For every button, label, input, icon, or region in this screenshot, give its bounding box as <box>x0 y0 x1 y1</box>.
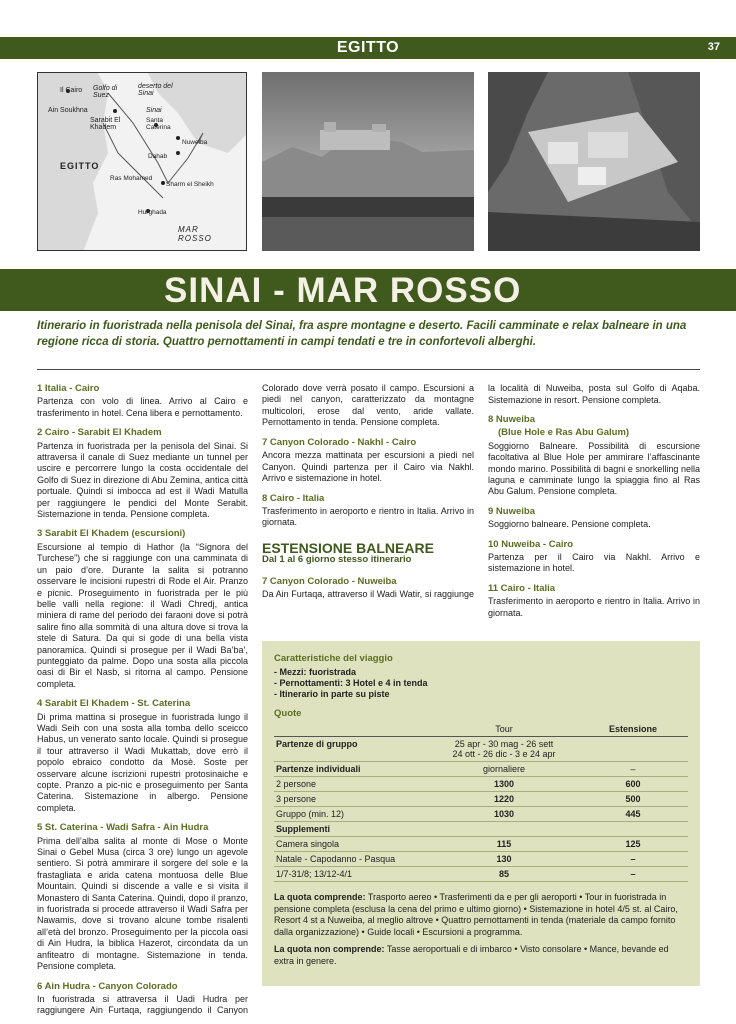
map-label: Nuweiba <box>182 139 208 146</box>
row-value: 1030 <box>430 807 578 822</box>
title-bar <box>0 269 736 311</box>
day-text: Trasferimento in aeroporto e rientro in Italia. Arrivo in giornata. <box>262 506 474 528</box>
row-value: 600 <box>578 777 688 792</box>
feature-item: - Mezzi: fuoristrada <box>274 667 357 677</box>
day-text: Soggiorno Balneare. Possibilità di escursione facoltativa al Blue Hole per ammirare l’affascinante mondo marino. Possibilità di bagni e snorkelling nella laguna e camminate lungo la spiaggia fino al Ras Abu Galum. Pensione completa. <box>488 440 700 497</box>
map-label: MAR ROSSO <box>178 225 212 243</box>
monastery-photo <box>488 72 700 251</box>
excluded-text: Tasse aeroportuali e di imbarco • Visto consolare • Mance, bevande ed extra in genere. <box>274 944 669 966</box>
map-label: Sarabit El Khadem <box>90 117 121 131</box>
day-text-continued <box>488 383 700 406</box>
table-row <box>274 737 688 762</box>
row-label: Partenze individuali <box>274 762 430 777</box>
row-value: 125 <box>578 837 688 852</box>
feature-item: - Pernottamenti: 3 Hotel e 4 in tenda <box>274 678 428 688</box>
row-value <box>430 822 578 837</box>
day-heading: 8 Cairo - Italia <box>262 492 325 504</box>
table-row <box>274 867 688 882</box>
page-number: 37 <box>707 41 720 53</box>
map-label: Ain Soukhna <box>48 107 88 114</box>
extension-title: ESTENSIONE BALNEARE <box>262 539 434 556</box>
feature-item: - Itinerario in parte su piste <box>274 689 390 699</box>
row-value: 115 <box>430 837 578 852</box>
table-row <box>274 777 688 792</box>
row-value <box>578 737 688 762</box>
day-heading: 9 Nuweiba <box>488 505 535 517</box>
day-subheading: (Blue Hole e Ras Abu Galum) <box>498 427 630 439</box>
row-label: Supplementi <box>274 822 430 837</box>
day-heading: 5 St. Caterina - Wadi Safra - Ain Hudra <box>37 822 209 834</box>
row-label: 1/7-31/8; 13/12-4/1 <box>274 867 430 882</box>
table-row <box>274 852 688 867</box>
table-row <box>274 762 688 777</box>
day-text: Da Ain Furtaqa, attraverso il Wadi Watir, si raggiunge <box>262 589 474 600</box>
table-row <box>274 822 688 837</box>
day-text: Partenza per il Cairo via Nakhl. Arrivo e sistemazione in hotel. <box>488 552 700 574</box>
day-text: Soggiorno balneare. Pensione completa. <box>488 519 651 530</box>
row-value: 1300 <box>430 777 578 792</box>
day-text: Escursione al tempio di Hathor (la “Signora del Turchese”) che si raggiunge con una camminata di un paio d’ore. Durante la salita si potranno osservare le incisioni rupestri di Rode el Air. Pranzo e picnic. Proseguimento in fuoristrada per le più belle valli nella regione: il Wadi Chredj, antica miniera di rame del periodo dei faraoni dove si potrà salire fino alla sommità di una altura dove si trova la stele di Satura. Da qui si gode di una bella vista panoramica. Quindi si prosegue per il Wadi Ba’ba’, punteggiato da palme. Dopo una sosta alla piccola oasi di Bir el Nasb, si ritorna al campo. Pensione completa. <box>37 541 248 689</box>
day-text: Di prima mattina si prosegue in fuoristrada lungo il Wadi Seih con una sosta alla tomba dello sceicco Habus, un venerato santo locale. Quindi si prosegue il tour attraverso il Wadi Mukattab, dove errò il popolo ebraico condotto da Mosè. Soste per osservare alcune iscrizioni rupestri protosinaiche e copte. Pranzo a pic-nic e proseguimento per Santa Caterina. Sistemazione in albergo. Pensione completa. <box>37 711 248 813</box>
table-row <box>274 792 688 807</box>
row-value: 445 <box>578 807 688 822</box>
prices-title: Quote <box>274 708 302 719</box>
day-heading: 6 Ain Hudra - Canyon Colorado <box>37 980 178 992</box>
day-text-continued <box>262 383 474 429</box>
included-label: La quota comprende: <box>274 892 366 902</box>
row-value: – <box>578 762 688 777</box>
map-label: Hurghada <box>138 209 167 216</box>
table-row <box>274 837 688 852</box>
day-heading: 10 Nuweiba - Cairo <box>488 538 573 550</box>
day-heading: 8 Nuweiba <box>488 414 535 425</box>
col-header: Tour <box>430 722 578 737</box>
row-value: 25 apr - 30 mag - 26 sett 24 ott - 26 dic - 3 e 24 apr <box>430 737 578 762</box>
day-heading: 2 Cairo - Sarabit El Khadem <box>37 427 162 439</box>
day-text: Partenza in fuoristrada per la penisola del Sinai. Si attraversa il canale di Suez mediante un tunnel per uscire e percorrere lungo la costa occidentale del Golfo di Suez in direzione di Abu Zemina, antica città portuale. Quindi si imbocca ad est il Wadi Matulla per raggiungere le pendici del Monte Serabit. Sistemazione in tenda. Pensione completa. <box>37 440 248 520</box>
row-value: 130 <box>430 852 578 867</box>
day-heading: 4 Sarabit El Khadem - St. Caterina <box>37 698 191 710</box>
row-value: 1220 <box>430 792 578 807</box>
page-title: SINAI - MAR ROSSO <box>164 271 522 310</box>
section-header-bar <box>0 37 736 59</box>
itinerary-column-3 <box>488 383 700 619</box>
day-text: Prima dell’alba salita al monte di Mose o Monte Sinai o Gebel Musa (circa 3 ore) lungo un agevole sentiero. Si potrà ammirare il sorgere del sole e la frastagliata e arida catena montuosa delle Blue Mountain. Quindi si discende a valle e si visita il Monastero di Santa Caterina. Quindi, dopo il pranzo, in fuoristrada si procede attraverso il Wadi Safra per Nawamis, dove si trovano alcune tombe risalenti all’età del bronzo. Proseguimento per la piccola oasi di Ain Hudra, la biblica Hazerot, circondata da un anfiteatro di montagne. Sistemazione in tenda. Pensione completa. <box>37 835 248 972</box>
included-text: Trasporto aereo • Trasferimenti da e per gli aeroporti • Tour in fuoristrada in pensione completa (esclusa la cena del primo e ultimo giorno) • Sistemazione in hotel 4/5 st. al Cairo, Resort 4 st a Nuweiba, al meglio altrove • Quattro pernottamenti in tenda (materiale da campo fornito dalla organizzazione) • Guide locali • Escursioni a programma. <box>274 892 678 937</box>
features-title: Caratteristiche del viaggio <box>274 653 393 664</box>
row-value: 85 <box>430 867 578 882</box>
row-value <box>578 822 688 837</box>
row-value: 500 <box>578 792 688 807</box>
extension-subtitle: Dal 1 al 6 giorno stesso itinerario <box>262 554 412 566</box>
row-label: 3 persone <box>274 792 430 807</box>
excluded-note <box>274 944 688 967</box>
row-label: Partenze di gruppo <box>274 737 430 762</box>
day-text-overflow: la località di Nuweiba, posta sul Golfo di Aqaba. Sistemazione in resort. Pensione completa. <box>488 383 700 405</box>
price-table <box>274 722 688 882</box>
itinerary-column-1 <box>37 383 248 1016</box>
included-note <box>274 892 688 938</box>
map-label: Il Cairo <box>60 87 83 94</box>
day-heading: 3 Sarabit El Khadem (escursioni) <box>37 528 186 540</box>
map-label: Ras Mohamed <box>110 175 153 182</box>
table-row <box>274 807 688 822</box>
row-label: Natale - Capodanno - Pasqua <box>274 852 430 867</box>
row-value: – <box>578 867 688 882</box>
day-text: Ancora mezza mattinata per escursioni a piedi nel Canyon. Quindi partenza per il Cairo via Nakhl. Arrivo e sistemazione in hotel. <box>262 450 474 484</box>
trip-info-box <box>262 641 700 986</box>
itinerary-column-2 <box>262 383 474 601</box>
day-text: Partenza con volo di linea. Arrivo al Cairo e trasferimento in hotel. Cena libera e pernottamento. <box>37 396 248 418</box>
row-label: Camera singola <box>274 837 430 852</box>
table-header <box>274 722 688 737</box>
features-list <box>274 667 688 700</box>
map-label: Santa Caterina <box>146 117 171 131</box>
excluded-label: La quota non comprende: <box>274 944 385 954</box>
row-value: – <box>578 852 688 867</box>
map-label: Golfo di Suez <box>93 85 118 99</box>
col-header: Estensione <box>578 722 688 737</box>
intro-subtitle: Itinerario in fuoristrada nella penisola del Sinai, fra aspre montagne e deserto. Facili camminate e relax balneare in una regione ricca di storia. Quattro pernottamenti in campi tendati e tre in confortevoli alberghi. <box>37 320 687 348</box>
row-value: giornaliere <box>430 762 578 777</box>
day-text: In fuoristrada si attraversa il Uadi Hudra per raggiungere Ain Furtaqa, raggiungendo il Canyon <box>37 993 248 1016</box>
divider <box>37 369 700 370</box>
day-heading: 11 Cairo - Italia <box>488 582 556 594</box>
row-label: Gruppo (min. 12) <box>274 807 430 822</box>
map-label: Sharm el Sheikh <box>166 181 214 188</box>
day-heading: 1 Italia - Cairo <box>37 383 100 394</box>
row-label: 2 persone <box>274 777 430 792</box>
section-title: EGITTO <box>336 39 400 56</box>
day-text-overflow: Colorado dove verrà posato il campo. Escursioni a piedi nel canyon, caratterizzato da montagne multicolori, erose dal vento, aride vallate. Pernottamento in tenda. Pensione completa. <box>262 383 474 428</box>
day-heading: 7 Canyon Colorado - Nakhl - Cairo <box>262 437 417 448</box>
map-label: deserto del Sinai <box>138 83 173 97</box>
map-label: Dahab <box>148 153 168 160</box>
fortress-photo <box>262 72 474 251</box>
notes <box>274 892 688 967</box>
sinai-map <box>37 72 247 251</box>
map-label: Sinai <box>146 107 162 114</box>
map-label: EGITTO <box>60 161 100 171</box>
col-header <box>274 722 430 737</box>
day-heading: 7 Canyon Colorado - Nuweiba <box>262 575 397 587</box>
day-text: Trasferimento in aeroporto e rientro in Italia. Arrivo in giornata. <box>488 596 700 618</box>
